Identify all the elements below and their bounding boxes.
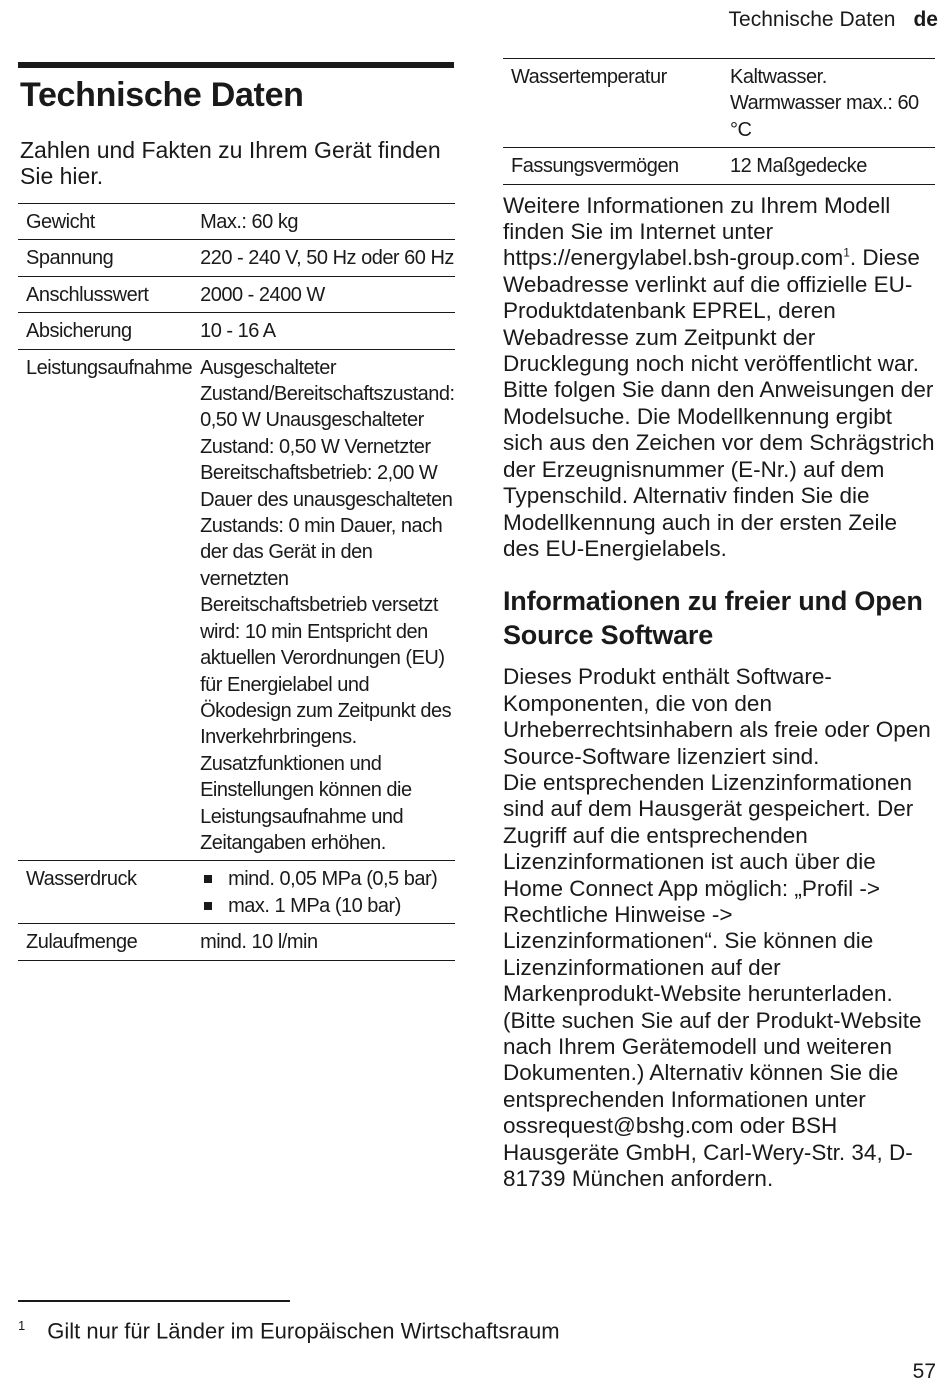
spec-value: Max.: 60 kg — [200, 211, 298, 233]
table-row — [503, 59, 935, 148]
spec-value: 2000 - 2400 W — [200, 283, 325, 306]
table-row — [18, 313, 455, 349]
running-header — [729, 8, 938, 32]
oss-heading: Informationen zu freier und Open Source Software — [503, 586, 923, 651]
title-rule — [18, 62, 454, 68]
footnote-text: Gilt nur für Länder im Europäischen Wirtschaftsraum — [47, 1318, 560, 1344]
table-row — [18, 924, 455, 960]
model-info-text: Weitere Informationen zu Ihrem Modell finden Sie im Internet unter https://energylabel.bsh-group.com — [503, 192, 891, 271]
spec-table — [18, 203, 455, 961]
list-item: max. 1 MPa (10 bar) — [200, 893, 455, 919]
spec-key: Anschlusswert — [26, 283, 149, 306]
spec-key: Absicherung — [26, 320, 132, 343]
spec-key: Spannung — [26, 247, 114, 270]
page-number: 57 — [912, 1360, 936, 1383]
spec-key: Wasserdruck — [26, 868, 137, 891]
spec-key: Wassertemperatur — [511, 66, 667, 88]
footnote-rule — [18, 1300, 290, 1302]
list-item: mind. 0,05 MPa (0,5 bar) — [200, 866, 455, 892]
model-info-text-cont: . Diese Webadresse verlinkt auf die offizielle EU-Produktdatenbank EPREL, deren Webadresse zum Zeitpunkt der Drucklegung noch nicht veröffentlicht war. Bitte folgen Sie dann den Anweisungen der Modelsuche. Die Modellkennung ergibt sich aus den Zeichen vor dem Schrägstrich der Erzeugnisnummer (E-Nr.) auf dem Typenschild. Alternativ finden Sie die Modellkennung auch in der ersten Zeile des EU-Energielabels. — [503, 245, 935, 561]
spec-value: Ausgeschalteter Zustand/Bereitschaftszustand: 0,50 W Unausgeschalteter Zustand: 0,50 W Vernetzter Bereitschaftsbetrieb: 2,00 W Dauer des unausgeschalteten Zustands: 0 min Dauer, nach der das Gerät in den vernetzten Bereitschaftsbetrieb versetzt wird: 10 min Entspricht den aktuellen Verordnungen (EU) für Energielabel und Ökodesign zum Zeitpunkt des Inverkehrbringens. Zusatzfunktionen und Einstellungen können die Leistungsaufnahme und Zeitangaben erhöhen. — [200, 356, 455, 854]
spec-key: Leistungsaufnahme — [26, 356, 193, 379]
spec-value: 12 Maßgedecke — [730, 155, 867, 178]
spec-key: Fassungsvermögen — [511, 155, 679, 178]
oss-license-paragraph: Die entsprechenden Lizenzinformationen sind auf dem Hausgerät gespeichert. Der Zugriff auf die entsprechenden Lizenzinformationen ist auch über die Home Connect App möglich: „Profil -> Rechtliche Hinweise -> Lizenzinformationen“. Sie können die Lizenzinformationen auf der Markenprodukt-Website herunterladen. (Bitte suchen Sie auf der Produkt-Website nach Ihrem Gerätemodell und weiteren Dokumenten.) Alternativ können Sie die entsprechenden Informationen unter ossrequest@bshg.com oder BSH Hausgeräte GmbH, Carl-Wery-Str. 34, D-81739 München anfordern. — [503, 769, 922, 1192]
spec-value: 220 - 240 V, 50 Hz oder 60 Hz — [200, 247, 454, 270]
spec-value: mind. 10 l/min — [200, 931, 318, 954]
table-row — [18, 861, 455, 924]
header-section-title: Technische Daten — [728, 8, 896, 31]
right-column — [503, 58, 935, 1192]
table-row — [503, 148, 935, 184]
spec-value — [192, 861, 455, 924]
table-row — [18, 349, 455, 861]
spec-key: Gewicht — [26, 211, 95, 233]
spec-table-continued — [503, 58, 935, 185]
footnote-reference: 1 — [843, 245, 850, 260]
spec-value: 10 - 16 A — [200, 320, 276, 343]
header-language-code: de — [913, 8, 938, 31]
left-column — [18, 62, 454, 961]
spec-key: Zulaufmenge — [26, 931, 138, 954]
table-row — [18, 276, 455, 312]
footnote-mark: 1 — [18, 1318, 26, 1333]
model-info-paragraph — [503, 193, 935, 563]
spec-value: Kaltwasser. Warmwasser max.: 60 °C — [730, 66, 919, 141]
page-title: Technische Daten — [20, 76, 304, 114]
footnote — [18, 1318, 560, 1344]
oss-paragraph: Dieses Produkt enthält Software-Komponenten, die von den Urheberrechtsinhabern als freie oder Open Source-Software lizenziert sind. — [503, 664, 931, 769]
intro-text: Zahlen und Fakten zu Ihrem Gerät finden Sie hier. — [20, 137, 441, 189]
table-row — [18, 240, 455, 276]
table-row — [18, 204, 455, 240]
bullet-list — [200, 866, 455, 919]
